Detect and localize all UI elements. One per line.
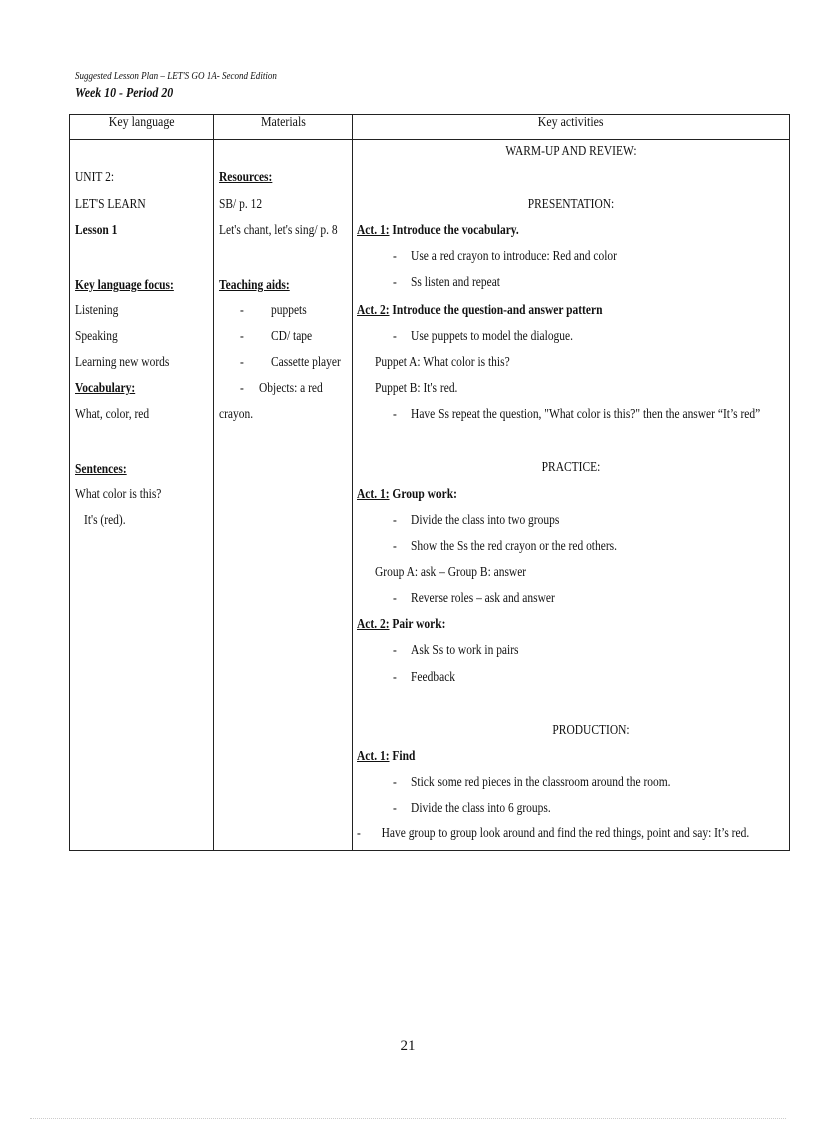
activity-item: - Have Ss repeat the question, "What color is this?" then the answer “It’s red”: [393, 407, 761, 422]
aid-item-continued: crayon.: [219, 407, 254, 422]
teaching-aids-heading: Teaching aids:: [219, 278, 290, 293]
activity-item: - Ask Ss to work in pairs: [393, 643, 519, 658]
activity-item: - Use a red crayon to introduce: Red and color: [393, 249, 617, 264]
week-period: Week 10 - Period 20: [75, 86, 174, 101]
key-language-cell: [70, 140, 214, 851]
focus-heading: Key language focus:: [75, 278, 174, 293]
resources-heading: Resources:: [219, 170, 273, 185]
focus-item: Listening: [75, 303, 119, 318]
activity-item: - Divide the class into 6 groups.: [393, 801, 551, 816]
practice-act2: Act. 2: Pair work:: [357, 617, 446, 632]
activity-item: - Stick some red pieces in the classroom around the room.: [393, 775, 671, 790]
practice-heading: PRACTICE:: [541, 460, 601, 475]
aid-item: Cassette player: [271, 355, 341, 370]
lesson-table: [69, 114, 790, 851]
group-line: Group A: ask – Group B: answer: [375, 565, 527, 580]
aid-bullet: -: [240, 355, 244, 370]
table-body-row: [70, 140, 790, 851]
focus-item: Speaking: [75, 329, 118, 344]
aid-item: CD/ tape: [271, 329, 313, 344]
aid-item: puppets: [271, 303, 307, 318]
activity-item: - Use puppets to model the dialogue.: [393, 329, 574, 344]
activity-item: - Feedback: [393, 670, 456, 685]
presentation-act1: Act. 1: Introduce the vocabulary.: [357, 223, 519, 238]
presentation-heading: PRESENTATION:: [527, 197, 615, 212]
vocabulary-list: What, color, red: [75, 407, 150, 422]
activity-item: - Reverse roles – ask and answer: [393, 591, 555, 606]
vocabulary-heading: Vocabulary:: [75, 381, 136, 396]
lesson-plan-title: Suggested Lesson Plan – LET'S GO 1A- Second Edition: [75, 70, 277, 82]
aid-item: Objects: a red: [259, 381, 323, 396]
production-heading: PRODUCTION:: [552, 723, 630, 738]
activity-item: - Have group to group look around and find the red things, point and say: It’s red.: [357, 826, 750, 841]
sentences-heading: Sentences:: [75, 462, 127, 477]
unit-label: UNIT 2:: [75, 170, 115, 185]
table-header-row: [70, 115, 790, 140]
sentence: What color is this?: [75, 487, 162, 502]
resource-item: SB/ p. 12: [219, 197, 263, 212]
sentence: It's (red).: [84, 513, 126, 528]
materials-cell: [214, 140, 353, 851]
unit-title: LET'S LEARN: [75, 197, 146, 212]
activity-item: - Ss listen and repeat: [393, 275, 500, 290]
page-bottom-rule: [30, 1118, 786, 1119]
warmup-heading: WARM-UP AND REVIEW:: [505, 144, 637, 159]
aid-bullet: -: [240, 303, 244, 318]
production-act1: Act. 1: Find: [357, 749, 416, 764]
page-number: 21: [400, 1038, 416, 1054]
page-header: [75, 70, 321, 102]
activities-cell: [353, 140, 790, 851]
activity-item: - Show the Ss the red crayon or the red others.: [393, 539, 618, 554]
lesson-label: Lesson 1: [75, 223, 118, 238]
dialogue-line: Puppet B: It's red.: [375, 381, 458, 396]
activity-item: - Divide the class into two groups: [393, 513, 560, 528]
column-header: Materials: [214, 115, 353, 140]
presentation-act2: Act. 2: Introduce the question-and answer pattern: [357, 303, 603, 318]
column-header: Key activities: [353, 115, 790, 140]
dialogue-line: Puppet A: What color is this?: [375, 355, 510, 370]
aid-bullet: -: [240, 381, 244, 396]
practice-act1: Act. 1: Group work:: [357, 487, 457, 502]
focus-item: Learning new words: [75, 355, 170, 370]
column-header: Key language: [70, 115, 214, 140]
aid-bullet: -: [240, 329, 244, 344]
resource-item: Let's chant, let's sing/ p. 8: [219, 223, 338, 238]
